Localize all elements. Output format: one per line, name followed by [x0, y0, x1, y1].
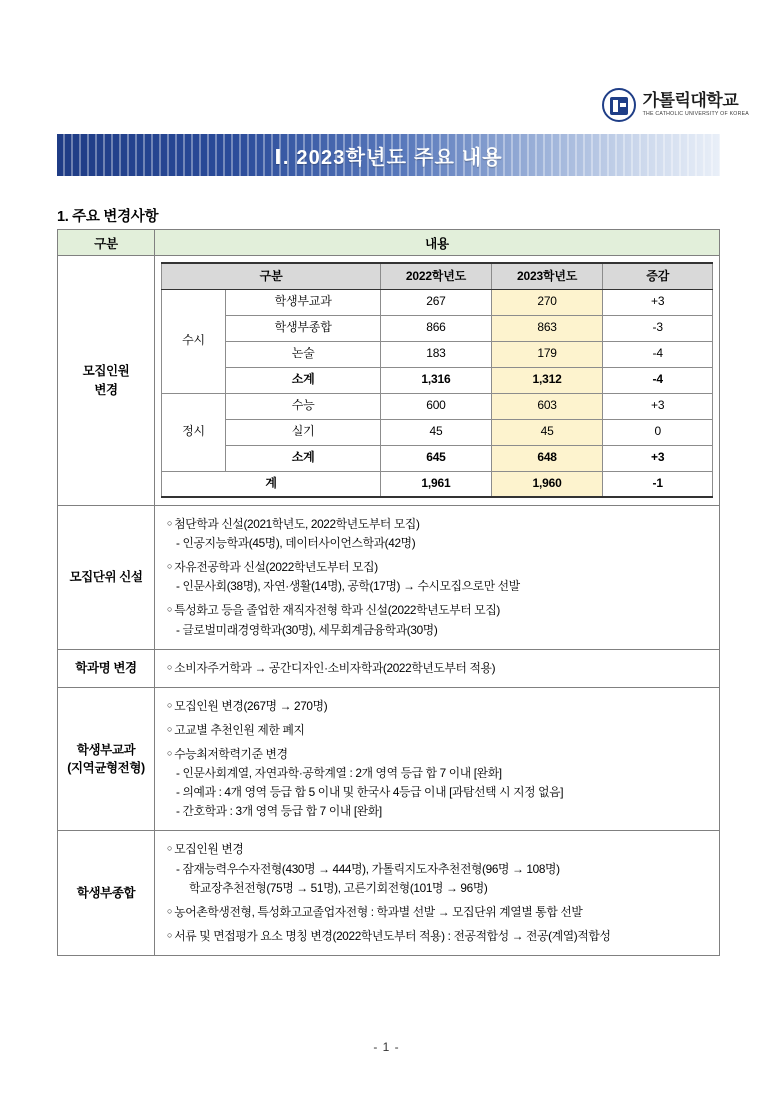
- cell-category: 학생부종합: [226, 315, 381, 341]
- row-label-line2: 변경: [94, 382, 118, 397]
- cell-2023: 1,312: [491, 367, 603, 393]
- cell-2023: 270: [491, 289, 603, 315]
- bullet-subitem: - 인문사회(38명), 자연·생활(14명), 공학(17명) → 수시모집으로만 선발: [167, 577, 709, 596]
- cell-2023: 45: [491, 419, 603, 445]
- bullet-item: ○ 모집인원 변경: [167, 840, 709, 859]
- university-crest-icon: [602, 88, 636, 122]
- cell-2022: 1,316: [381, 367, 492, 393]
- bullet-subitem: - 인문사회계열, 자연과학·공학계열 : 2개 영역 등급 합 7 이내 [완화]: [167, 764, 709, 783]
- bullet-item: ○ 농어촌학생전형, 특성화고교졸업자전형 : 학과별 선발 → 모집단위 계열별 통합 선발: [167, 903, 709, 922]
- table-row-subtotal: [162, 367, 713, 393]
- table-row: [58, 649, 720, 687]
- row-content-enrollment-change: [155, 256, 720, 506]
- inner-header-2022: 2022학년도: [381, 263, 492, 289]
- logo-text-block: [643, 92, 749, 117]
- group-label-jeongsi: 정시: [162, 393, 226, 471]
- cell-total-label: 계: [162, 471, 381, 497]
- cell-change: -3: [603, 315, 713, 341]
- cell-change: -4: [603, 341, 713, 367]
- bullet-subitem: - 잠재능력우수자전형(430명 → 444명), 가톨릭지도자추천전형(96명 → 108명): [167, 860, 709, 879]
- cell-2022: 45: [381, 419, 492, 445]
- crest-shield-shape: [610, 97, 628, 115]
- page-number: - 1 -: [373, 1040, 400, 1054]
- row-content-department-rename: [155, 649, 720, 687]
- row-label-enrollment-change: [58, 256, 155, 506]
- cell-2022: 600: [381, 393, 492, 419]
- table-row: [162, 289, 713, 315]
- bullet-item: ○ 서류 및 면접평가 요소 명칭 변경(2022학년도부터 적용) : 전공적합성 → 전공(계열)적합성: [167, 927, 709, 946]
- inner-header-change: 증감: [603, 263, 713, 289]
- cell-total-change: -1: [603, 471, 713, 497]
- cell-2023: 863: [491, 315, 603, 341]
- bullet-item: ○ 소비자주거학과 → 공간디자인·소비자학과(2022학년도부터 적용): [167, 659, 709, 678]
- cell-total-2022: 1,961: [381, 471, 492, 497]
- cell-2023: 648: [491, 445, 603, 471]
- cell-2022: 866: [381, 315, 492, 341]
- table-row: [58, 687, 720, 831]
- cell-change: +3: [603, 289, 713, 315]
- header-cell-content: 내용: [155, 230, 720, 256]
- row-label-line1: 모집인원: [82, 364, 130, 379]
- cell-2022: 267: [381, 289, 492, 315]
- inner-header-division: 구분: [162, 263, 381, 289]
- table-row: [162, 419, 713, 445]
- bullet-item: ○ 첨단학과 신설(2021학년도, 2022학년도부터 모집): [167, 515, 709, 534]
- cell-change: +3: [603, 393, 713, 419]
- cell-change: 0: [603, 419, 713, 445]
- bullet-subitem: - 글로벌미래경영학과(30명), 세무회계금융학과(30명): [167, 621, 709, 640]
- university-logo: [602, 88, 749, 122]
- cell-2023: 179: [491, 341, 603, 367]
- chapter-title: Ⅰ. 2023학년도 주요 내용: [274, 146, 503, 169]
- bullet-item: ○ 수능최저학력기준 변경: [167, 745, 709, 764]
- bullet-item: ○ 자유전공학과 신설(2022학년도부터 모집): [167, 558, 709, 577]
- row-label-new-units: 모집단위 신설: [58, 506, 155, 650]
- cell-category: 실기: [226, 419, 381, 445]
- cell-total-2023: 1,960: [491, 471, 603, 497]
- row-label-line1: 학생부교과: [76, 742, 136, 757]
- cell-category: 학생부교과: [226, 289, 381, 315]
- row-label-department-rename: 학과명 변경: [58, 649, 155, 687]
- table-row: [162, 315, 713, 341]
- section-heading: 1. 주요 변경사항: [57, 209, 159, 225]
- row-content-comprehensive: [155, 831, 720, 956]
- cell-category: 수능: [226, 393, 381, 419]
- bullet-item: ○ 특성화고 등을 졸업한 재직자전형 학과 신설(2022학년도부터 모집): [167, 601, 709, 620]
- table-row: [162, 393, 713, 419]
- cell-2022: 645: [381, 445, 492, 471]
- cell-change: -4: [603, 367, 713, 393]
- cell-2023: 603: [491, 393, 603, 419]
- table-row: [162, 341, 713, 367]
- group-label-susi: 수시: [162, 289, 226, 393]
- chapter-banner: [57, 134, 720, 176]
- bullet-subitem: - 간호학과 : 3개 영역 등급 합 7 이내 [완화]: [167, 802, 709, 821]
- main-changes-table: [57, 229, 720, 956]
- table-row: [58, 256, 720, 506]
- bullet-subitem: - 인공지능학과(45명), 데이터사이언스학과(42명): [167, 534, 709, 553]
- bullet-item: ○ 고교별 추천인원 제한 폐지: [167, 721, 709, 740]
- table-row: [58, 831, 720, 956]
- cell-category: 논술: [226, 341, 381, 367]
- bullet-item: ○ 모집인원 변경(267명 → 270명): [167, 697, 709, 716]
- enrollment-quota-table: [161, 262, 713, 498]
- row-label-subject-based: [58, 687, 155, 831]
- row-content-subject-based: [155, 687, 720, 831]
- row-content-new-units: [155, 506, 720, 650]
- logo-korean-name: 가톨릭대학교: [642, 91, 739, 111]
- cell-category: 소계: [226, 445, 381, 471]
- inner-header-row: [162, 263, 713, 289]
- table-header-row: [58, 230, 720, 256]
- bullet-subitem: - 의예과 : 4개 영역 등급 합 5 이내 및 한국사 4등급 이내 [과탐선택 시 지정 없음]: [167, 783, 709, 802]
- logo-english-name: THE CATHOLIC UNIVERSITY OF KOREA: [642, 111, 749, 118]
- table-row: [58, 506, 720, 650]
- header-cell-label: 구분: [58, 230, 155, 256]
- cell-change: +3: [603, 445, 713, 471]
- inner-header-2023: 2023학년도: [491, 263, 603, 289]
- row-label-comprehensive: 학생부종합: [58, 831, 155, 956]
- row-label-line2: (지역균형전형): [67, 761, 145, 776]
- table-row-total: [162, 471, 713, 497]
- cell-2022: 183: [381, 341, 492, 367]
- cell-category: 소계: [226, 367, 381, 393]
- bullet-continuation: 학교장추천전형(75명 → 51명), 고른기회전형(101명 → 96명): [189, 880, 488, 895]
- table-row-subtotal: [162, 445, 713, 471]
